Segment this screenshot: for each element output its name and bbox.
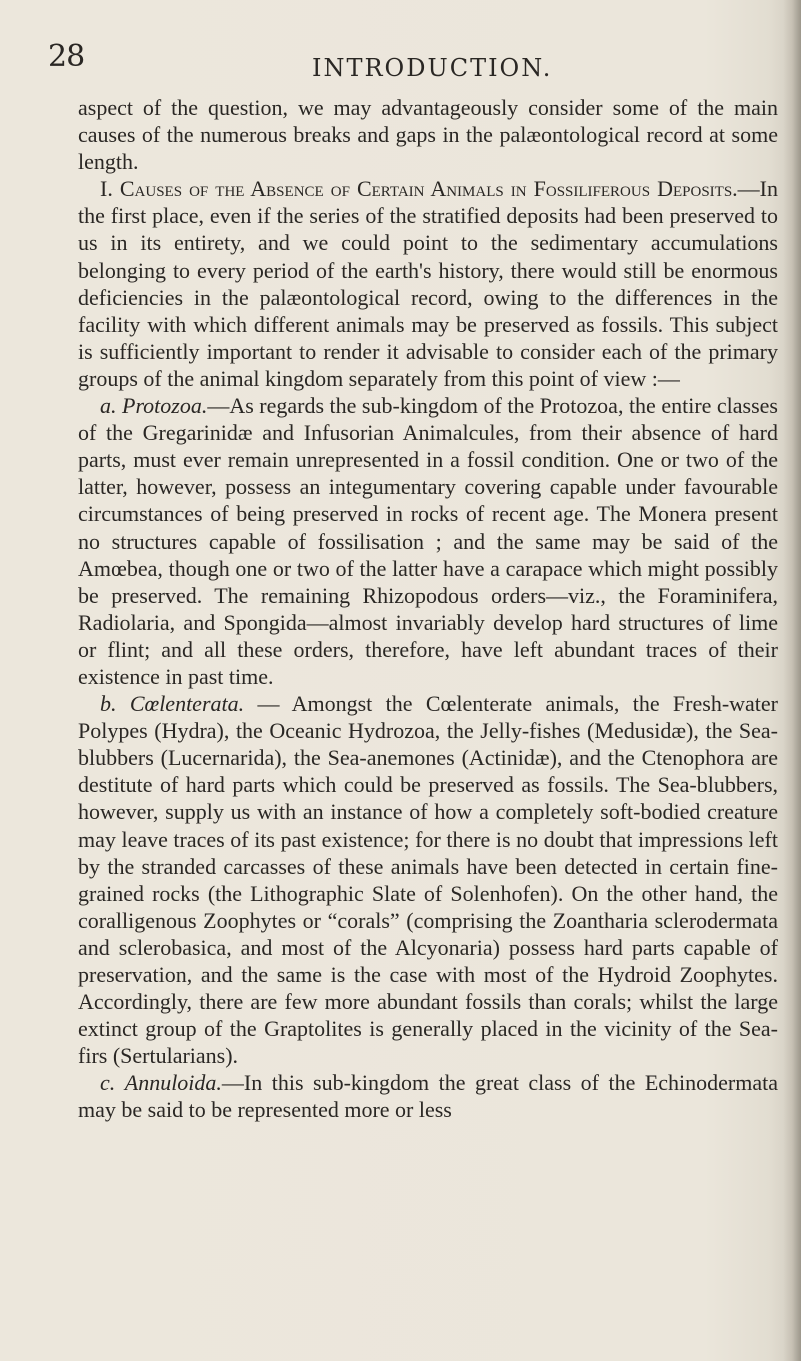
section-heading-coelenterata: Cœlenterata. [129,691,245,717]
paragraph-coelenterata-text: — Amongst the Cœlenterate animals, the Fresh-water Polypes (Hydra), the Oceanic Hydrozoa, the Jelly-fishes (Medusidæ), the Sea-blubbers (Lucernarida), the Sea-anemones (Actinidæ), and the Ctenophora are destitute of hard parts which could be preserved as fossils. The Sea-blubbers, however, supply us with an instance of how a completely soft-bodied creature may leave traces of its past existence; for there is no doubt that impressions left by the stranded carcasses of these animals have been detected in certain fine-grained rocks (the Lithographic Slate of Solenhofen). On the other hand, the coralligenous Zoophytes or “corals” (comprising the Zoantharia sclerodermata and sclerobasica, and most of the Alcyonaria) possess hard parts capable of preservation, and the same is the case with most of the Hydroid Zoophytes. Accordingly, there are few more abundant fossils than corals; whilst the large extinct group of the Graptolites is generally placed in the vicinity of the Sea-firs (Sertularians). [78,691,778,1069]
section-heading-protozoa: Protozoa. [122,393,208,419]
paragraph-causes [78,175,778,392]
page-edge-shadow [783,0,801,1361]
section-heading-causes: I. Causes of the Absence of Certain Animals in Fossiliferous Deposits. [100,176,738,202]
paragraph-annuloida [78,1069,778,1123]
paragraph-coelenterata-lead: b. [100,691,117,717]
body-text [78,94,778,1124]
paragraph-protozoa-lead: a. [100,393,117,419]
section-heading-annuloida: Annuloida. [124,1070,222,1096]
paragraph-intro [78,94,778,175]
paragraph-intro-text: aspect of the question, we may advantageously consider some of the main causes of the numerous breaks and gaps in the palæontological record at some length. [78,95,778,175]
paragraph-protozoa [78,392,778,690]
page-header [0,40,801,80]
paragraph-annuloida-lead: c. [100,1070,116,1096]
running-head: INTRODUCTION. [312,54,553,82]
paragraph-annuloida-text: —In this sub-kingdom the great class of the Echinodermata may be said to be represented more or less [78,1070,778,1123]
page-number: 28 [48,39,85,74]
paragraph-coelenterata [78,690,778,1069]
paragraph-causes-text: —In the first place, even if the series of the stratified deposits had been preserved to us in its entirety, and we could point to the sedimentary accumulations belonging to every period of the earth's history, there would still be enormous deficiencies in the palæontological record, owing to the differences in the facility with which different animals may be preserved as fossils. This subject is sufficiently important to render it advisable to consider each of the primary groups of the animal kingdom separately from this point of view :— [78,176,778,391]
paragraph-protozoa-text: —As regards the sub-kingdom of the Protozoa, the entire classes of the Gregarinidæ and Infusorian Animalcules, from their absence of hard parts, must ever remain unrepresented in a fossil condition. One or two of the latter, however, possess an integumentary covering capable under favourable circumstances of being preserved in rocks of recent age. The Monera present no structures capable of fossilisation ; and the same may be said of the Amœbea, though one or two of the latter have a carapace which might possibly be preserved. The remaining Rhizopodous orders—viz., the Foraminifera, Radiolaria, and Spongida—almost invariably develop hard structures of lime or flint; and all these orders, therefore, have left abundant traces of their existence in past time. [78,393,778,689]
